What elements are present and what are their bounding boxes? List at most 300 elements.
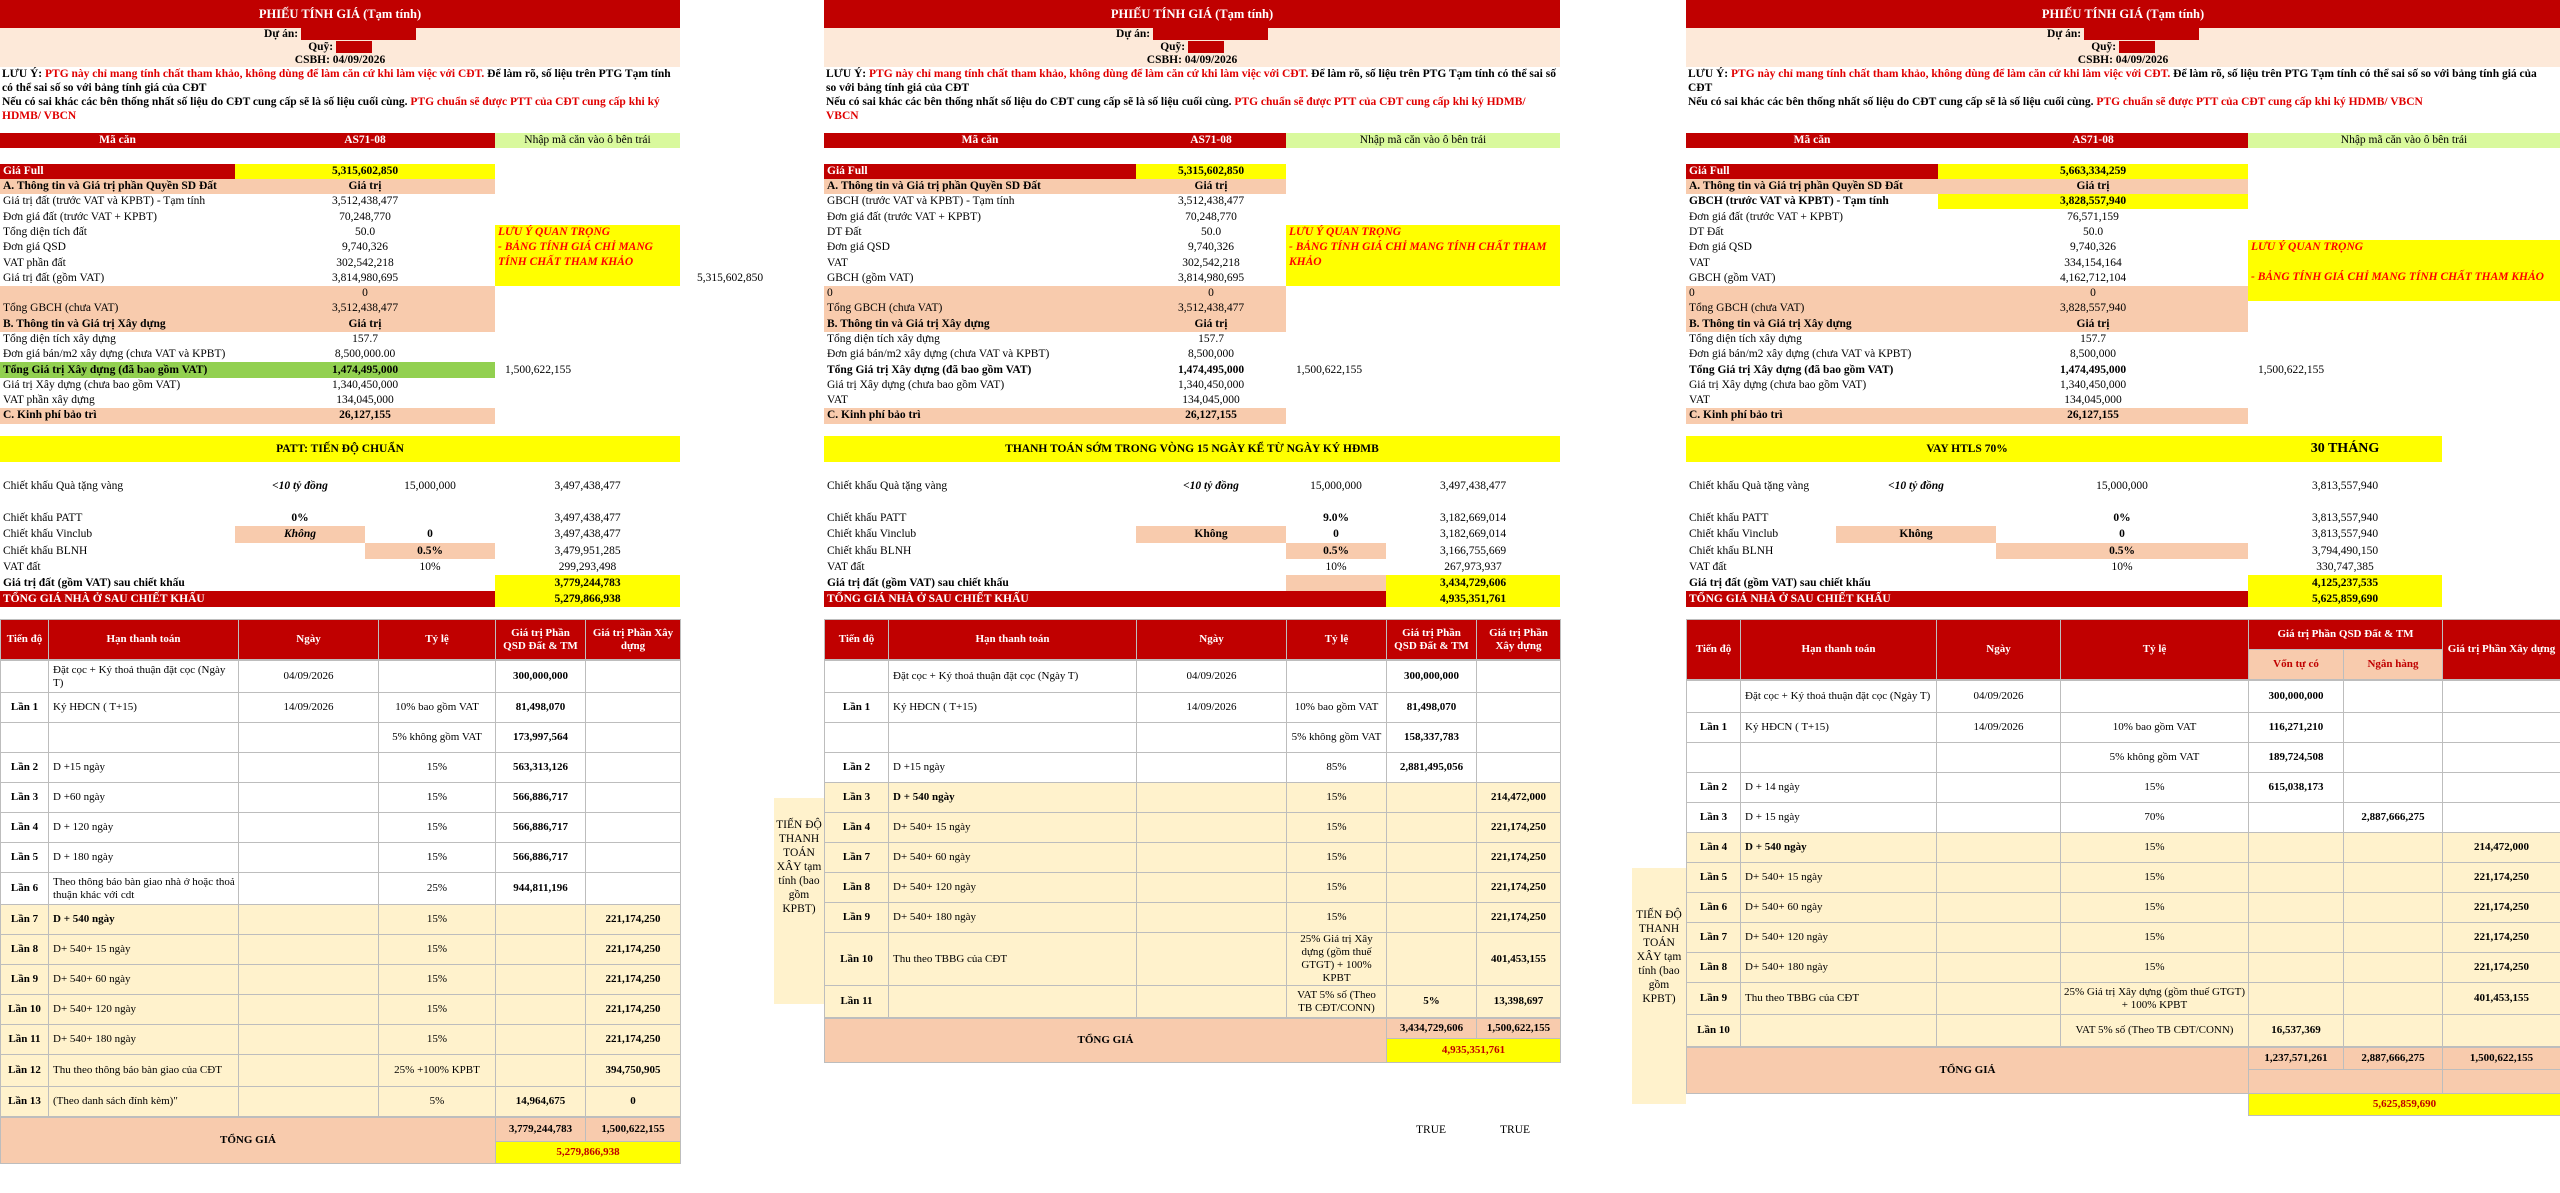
cell-land-value: 563,313,126 (496, 753, 586, 783)
vat-amount: 267,973,937 (1444, 560, 1502, 573)
vat-rate: 10% (1325, 560, 1347, 573)
cell-stage: Lần 1 (1687, 713, 1741, 743)
cell-deadline: D + 180 ngày (49, 843, 239, 873)
cell-deadline: Đặt cọc + Ký thoả thuận đặt cọc (Ngày T) (1741, 681, 1937, 713)
cell-stage: Lần 7 (1, 905, 49, 935)
cell-build-value: 401,453,155 (2443, 983, 2560, 1015)
row-value: 3,512,438,477 (1136, 301, 1286, 316)
discount-label: Chiết khấu Vinclub (3, 528, 93, 541)
cell-land-value (2249, 923, 2344, 953)
cell-date (1937, 863, 2061, 893)
header-land: Giá trị Phần QSD Đất & TM (1387, 620, 1477, 660)
cell-rate: 15% (379, 783, 496, 813)
cell-stage: Lần 10 (1, 995, 49, 1025)
schedule-row (825, 661, 1561, 693)
cell-rate: 5% không gồm VAT (1287, 723, 1387, 753)
cell-date (1937, 923, 2061, 953)
discount-label: Chiết khấu BLNH (1689, 544, 1774, 557)
vinclub-select[interactable]: Không (1136, 526, 1286, 542)
cell-build-value (2443, 803, 2560, 833)
schedule-row (1687, 893, 2560, 923)
cell-bank-value (2344, 893, 2443, 923)
schedule-row (825, 843, 1561, 873)
cell-build-value (586, 753, 681, 783)
cell-deadline: D + 540 ngày (889, 783, 1137, 813)
row-label: Đơn giá QSD (1689, 241, 1752, 254)
schedule-row (1687, 713, 2560, 743)
schedule-row (1, 1087, 681, 1117)
row-value: 3,512,438,477 (235, 301, 495, 316)
note2-black: Nếu có sai khác các bên thống nhất số liệu do CĐT cung cấp sẽ là số liệu cuối cùng. (1688, 96, 2094, 108)
row-label: DT Đất (827, 225, 862, 238)
cell-land-value: 81,498,070 (496, 693, 586, 723)
cell-build-value: 214,472,000 (1477, 783, 1561, 813)
cell-stage: Lần 4 (1, 813, 49, 843)
cell-land-value (1387, 873, 1477, 903)
luu-y-red: PTG này chỉ mang tính chất tham khảo, không dùng để làm căn cứ khi làm việc với CĐT. (45, 68, 485, 80)
section-a-title: A. Thông tin và Giá trị phần Quyền SD Đất (0, 179, 235, 194)
header-tien-do: Tiến độ (825, 620, 889, 660)
cell-stage: Lần 9 (1, 965, 49, 995)
cell-date (1137, 783, 1287, 813)
schedule-row (1687, 681, 2560, 713)
row-value: 157.7 (2080, 333, 2106, 345)
discount-label: Chiết khấu Vinclub (827, 528, 917, 541)
cell-deadline: D+ 540+ 120 ngày (1741, 923, 1937, 953)
cell-date (239, 995, 379, 1025)
sheet-1 (0, 0, 680, 1164)
cell-stage: Lần 6 (1687, 893, 1741, 923)
discount-amount: 0 (427, 528, 433, 541)
after-land-label: Giá trị đất (gồm VAT) sau chiết khấu (1689, 577, 1871, 590)
csbh: CSBH: 04/09/2026 (294, 54, 386, 66)
cell-bank-value (2344, 773, 2443, 803)
cell-stage: Lần 4 (825, 813, 889, 843)
cell-stage (1687, 743, 1741, 773)
cell-rate: 15% (379, 753, 496, 783)
schedule-total (1686, 1047, 2560, 1116)
row-value: 3,512,438,477 (1177, 195, 1245, 208)
cell-land-value: 944,811,196 (496, 873, 586, 905)
row-value: 3,828,557,940 (1938, 301, 2248, 316)
cell-stage: Lần 6 (1, 873, 49, 905)
side-b-total: 1,500,622,155 (505, 363, 572, 376)
section-b-header: Giá trị (235, 317, 495, 332)
cell-deadline: D+ 540+ 15 ngày (1741, 863, 1937, 893)
after-land-label: Giá trị đất (gồm VAT) sau chiết khấu (3, 577, 185, 590)
luu-y-label: LƯU Ý: (2, 68, 43, 80)
row-label: VAT phần đất (3, 256, 66, 269)
schedule-row (1687, 1015, 2560, 1047)
quy-value: HDMB (2119, 41, 2155, 53)
cell-date (1937, 833, 2061, 863)
cell-build-value (586, 723, 681, 753)
cell-rate: 15% (2061, 953, 2249, 983)
row-value: 1,474,495,000 (235, 362, 495, 377)
cell-build-value (1477, 723, 1561, 753)
cell-deadline (889, 723, 1137, 753)
row-value: 70,248,770 (339, 210, 391, 223)
schedule-row (1, 843, 681, 873)
vinclub-select[interactable]: Không (235, 526, 365, 542)
schedule-row (825, 813, 1561, 843)
section-a-header: Giá trị (1136, 179, 1286, 194)
luu-y-label: LƯU Ý: (1688, 68, 1729, 80)
row-label: Tổng Giá trị Xây dựng (đã bao gồm VAT) (1689, 363, 1894, 376)
true-flag-2: TRUE (1500, 1124, 1531, 1136)
cell-stage: Lần 7 (825, 843, 889, 873)
cell-build-value: 221,174,250 (2443, 893, 2560, 923)
cell-land-value (2249, 983, 2344, 1015)
cell-deadline: D+ 540+ 120 ngày (49, 995, 239, 1025)
discount-label: VAT đất (827, 560, 865, 573)
row-label: VAT phần xây dựng (3, 394, 95, 407)
cell-rate (1287, 661, 1387, 693)
cell-land-value (1387, 843, 1477, 873)
ma-can-label: Mã căn (824, 133, 1136, 148)
schedule-row (825, 903, 1561, 933)
row-value: 50.0 (2082, 225, 2104, 238)
discount-rate: 0% (291, 512, 309, 525)
cell-stage: Lần 4 (1687, 833, 1741, 863)
cell-rate: 85% (1287, 753, 1387, 783)
gia-full-label: Giá Full (0, 164, 235, 179)
cell-land-value (496, 995, 586, 1025)
cell-deadline: D+ 540+ 60 ngày (889, 843, 1137, 873)
cell-build-value: 0 (586, 1087, 681, 1117)
cell-stage: Lần 10 (1687, 1015, 1741, 1047)
cell-build-value (586, 813, 681, 843)
schedule-row (1, 723, 681, 753)
cell-deadline (49, 723, 239, 753)
cell-rate (2061, 681, 2249, 713)
cell-land-value: 173,997,564 (496, 723, 586, 753)
row-label: Đơn giá đất (trước VAT + KPBT) (3, 210, 157, 223)
discount-label: Chiết khấu BLNH (3, 544, 88, 557)
schedule-table (824, 619, 1561, 660)
row-label: Giá trị đất (gồm VAT) (3, 271, 105, 284)
cell-stage: Lần 1 (825, 693, 889, 723)
cell-deadline: Ký HĐCN ( T+15) (1741, 713, 1937, 743)
header-ty-le: Tỷ lệ (379, 620, 496, 660)
cell-land-value (2249, 833, 2344, 863)
discount-result: 3,479,951,285 (554, 544, 621, 557)
sum-build: 1,500,622,155 (2443, 1048, 2560, 1070)
cell-land-value (1387, 903, 1477, 933)
cell-date (239, 813, 379, 843)
discount-label: Chiết khấu Vinclub (1689, 528, 1779, 541)
note2-red: PTG chuẩn sẽ được PTT của CĐT cung cấp khi ký HDMB/ VBCN (2, 96, 660, 122)
discount-label: Chiết khấu Quà tặng vàng (1689, 479, 1810, 492)
schedule-table (1686, 619, 2560, 680)
cell-stage: Lần 1 (1, 693, 49, 723)
note2-black: Nếu có sai khác các bên thống nhất số liệu do CĐT cung cấp sẽ là số liệu cuối cùng. (2, 96, 408, 108)
schedule-row (1, 783, 681, 813)
discount-result: 3,813,557,940 (2311, 512, 2379, 525)
discount-amount: 15,000,000 (2096, 479, 2148, 492)
warning-title: LƯU Ý QUAN TRỌNG (1289, 225, 1402, 238)
cell-build-value (586, 843, 681, 873)
row-label: Đơn giá đất (trước VAT + KPBT) (827, 210, 981, 223)
cell-land-value (2249, 863, 2344, 893)
cell-date (1137, 813, 1287, 843)
cell-date (1937, 1015, 2061, 1047)
discount-label: Chiết khấu PATT (1689, 512, 1769, 525)
discount-result: 3,166,755,669 (1439, 544, 1507, 557)
cell-land-value (2249, 953, 2344, 983)
cell-land-value (496, 965, 586, 995)
row-value: 1,340,450,000 (2059, 378, 2127, 391)
cell-deadline: D+ 540+ 15 ngày (889, 813, 1137, 843)
cell-stage: Lần 2 (825, 753, 889, 783)
row-label: GBCH (trước VAT và KPBT) - Tạm tính (1689, 195, 1889, 208)
outside-total: 5,315,602,850 (697, 272, 764, 284)
row-label: Đơn giá QSD (3, 241, 66, 254)
cell-rate: 25% Giá trị Xây dựng (gồm thuế GTGT) + 100% KPBT (2061, 983, 2249, 1015)
cell-deadline: D+ 540+ 180 ngày (49, 1025, 239, 1055)
price-info-table (1686, 133, 2560, 424)
warning-title: LƯU Ý QUAN TRỌNG (498, 225, 611, 238)
cell-deadline: D+ 540+ 120 ngày (889, 873, 1137, 903)
cell-rate: 70% (2061, 803, 2249, 833)
warning-box (495, 225, 680, 286)
row-label (0, 286, 235, 301)
discount-tier: <10 tỷ đồng (272, 479, 328, 492)
cell-stage (1, 661, 49, 693)
schedule-body (0, 660, 681, 1117)
section-c-title: C. Kinh phí bảo trì (1686, 408, 1938, 423)
grand-total: 4,935,351,761 (1387, 1039, 1561, 1063)
total-label: TỔNG GIÁ NHÀ Ở SAU CHIẾT KHẤU (824, 591, 1386, 607)
cell-stage (1, 723, 49, 753)
project-info (0, 28, 680, 67)
cell-land-value (496, 1055, 586, 1087)
payment-plan-title: THANH TOÁN SỚM TRONG VÒNG 15 NGÀY KỂ TỪ NGÀY KÝ HĐMB (824, 436, 1560, 462)
cell-deadline: D + 15 ngày (1741, 803, 1937, 833)
cell-deadline: Thu theo thông báo bàn giao của CĐT (49, 1055, 239, 1087)
cell-build-value: 221,174,250 (1477, 813, 1561, 843)
cell-date: 14/09/2026 (1137, 693, 1287, 723)
discount-rate: 0% (2113, 512, 2131, 525)
warning-box (1286, 225, 1560, 286)
discount-amount: 0 (1333, 528, 1339, 541)
cell-land-value: 566,886,717 (496, 813, 586, 843)
cell-build-value (586, 661, 681, 693)
schedule-row (1, 753, 681, 783)
luu-y-red: PTG này chỉ mang tính chất tham khảo, không dùng để làm căn cứ khi làm việc với CĐT. (1731, 68, 2171, 80)
cell-rate: 10% bao gồm VAT (2061, 713, 2249, 743)
payment-plan-table (1686, 436, 2560, 608)
vinclub-select[interactable]: Không (1836, 526, 1996, 542)
schedule-row (1, 693, 681, 723)
cell-stage: Lần 12 (1, 1055, 49, 1087)
after-land-value: 4,125,237,535 (2248, 575, 2442, 591)
sheet-title: PHIẾU TÍNH GIÁ (Tạm tính) (0, 0, 680, 28)
row-value: 302,542,218 (1182, 256, 1240, 269)
cell-date (1937, 893, 2061, 923)
cell-deadline: D +15 ngày (49, 753, 239, 783)
cell-deadline: (Theo danh sách đính kèm)" (49, 1087, 239, 1117)
warning-body: - BẢNG TÍNH GIÁ CHỈ MANG TÍNH CHẤT THAM KHẢO (2251, 271, 2544, 284)
discount-result: 3,813,557,940 (2311, 479, 2379, 492)
sum-build: 1,500,622,155 (1477, 1019, 1561, 1039)
project-label: Dự án: (2047, 28, 2082, 40)
cell-land-value: 81,498,070 (1387, 693, 1477, 723)
ma-can-input[interactable]: AS71-08 (1136, 133, 1286, 148)
cell-land-value: 566,886,717 (496, 783, 586, 813)
cell-stage: Lần 8 (825, 873, 889, 903)
cell-build-value: 13,398,697 (1477, 986, 1561, 1018)
discount-result: 3,794,490,150 (2311, 544, 2379, 557)
discount-result: 3,497,438,477 (1439, 479, 1507, 492)
discount-rate: 0.5% (1286, 543, 1386, 559)
cell-deadline (1741, 743, 1937, 773)
cell-build-value: 394,750,905 (586, 1055, 681, 1087)
vat-amount: 330,747,385 (2316, 560, 2374, 573)
row-label: GBCH (gồm VAT) (1689, 271, 1776, 284)
cell-land-value: 300,000,000 (496, 661, 586, 693)
cell-build-value: 221,174,250 (1477, 843, 1561, 873)
cell-build-value (2443, 1015, 2560, 1047)
header-build: Giá trị Phần Xây dựng (586, 620, 681, 660)
cell-build-value: 221,174,250 (586, 965, 681, 995)
header-ngay: Ngày (1937, 620, 2061, 680)
cell-date: 04/09/2026 (239, 661, 379, 693)
schedule-row (1687, 983, 2560, 1015)
cell-deadline (889, 986, 1137, 1018)
schedule-row (825, 783, 1561, 813)
cell-rate: 15% (2061, 833, 2249, 863)
cell-deadline: Đặt cọc + Ký thoả thuận đặt cọc (Ngày T) (49, 661, 239, 693)
gia-full-value: 5,315,602,850 (1136, 164, 1286, 179)
after-land-value: 3,779,244,783 (495, 575, 680, 591)
luu-y-black: Để làm rõ, số liệu trên PTG Tạm tính có thể sai số so với bảng tính giá của CĐT (826, 68, 1556, 94)
cell-deadline: D+ 540+ 180 ngày (1741, 953, 1937, 983)
cell-deadline (1741, 1015, 1937, 1047)
ma-can-input[interactable]: AS71-08 (235, 133, 495, 148)
kinh-phi-value: 26,127,155 (1136, 408, 1286, 423)
header-ty-le: Tỷ lệ (1287, 620, 1387, 660)
cell-build-value (1477, 693, 1561, 723)
disclaimer (0, 67, 680, 127)
schedule-row (825, 693, 1561, 723)
cell-rate: 15% (1287, 783, 1387, 813)
section-b-title: B. Thông tin và Giá trị Xây dựng (0, 317, 235, 332)
schedule-table (0, 619, 681, 660)
row-value: 8,500,000 (1188, 348, 1234, 361)
nhap-ma-hint: Nhập mã căn vào ô bên trái (495, 133, 680, 148)
schedule-row (1, 965, 681, 995)
section-b-header: Giá trị (1938, 317, 2248, 332)
discount-rate: 9.0% (1323, 512, 1349, 525)
payment-plan-table (824, 436, 1560, 608)
schedule-row (1687, 863, 2560, 893)
discount-amount: 15,000,000 (1310, 479, 1362, 492)
price-info-table (0, 133, 680, 424)
row-label: VAT (1689, 256, 1710, 269)
cell-rate: 15% (2061, 893, 2249, 923)
cell-land-value: 16,537,369 (2249, 1015, 2344, 1047)
cell-date (1137, 843, 1287, 873)
discount-label: Chiết khấu Quà tặng vàng (827, 479, 948, 492)
cell-stage: Lần 3 (1687, 803, 1741, 833)
cell-date (239, 843, 379, 873)
section-a-header: Giá trị (1938, 179, 2248, 194)
schedule-row (1, 873, 681, 905)
row-value: 9,740,326 (1188, 241, 1234, 254)
section-c-title: C. Kinh phí bảo trì (824, 408, 1136, 423)
cell-date (239, 935, 379, 965)
cell-rate: 15% (1287, 873, 1387, 903)
csbh: CSBH: 04/09/2026 (1146, 54, 1238, 66)
discount-label: Chiết khấu Quà tặng vàng (3, 479, 124, 492)
cell-date (239, 1055, 379, 1087)
cell-rate: 10% bao gồm VAT (1287, 693, 1387, 723)
cell-stage: Lần 8 (1, 935, 49, 965)
disclaimer (824, 67, 1560, 127)
row-value: 0 (235, 286, 495, 301)
discount-label: VAT đất (3, 560, 41, 573)
cell-stage: Lần 8 (1687, 953, 1741, 983)
cell-build-value (1477, 753, 1561, 783)
cell-stage: Lần 5 (1687, 863, 1741, 893)
ma-can-input[interactable]: AS71-08 (1938, 133, 2248, 148)
true-flag-1: TRUE (1416, 1124, 1447, 1136)
section-a-title: A. Thông tin và Giá trị phần Quyền SD Đất (1686, 179, 1938, 194)
row-value: 1,474,495,000 (2059, 363, 2127, 376)
warning-body: - BẢNG TÍNH GIÁ CHỈ MANG TÍNH CHẤT THAM KHẢO (1289, 240, 1547, 268)
gia-full-label: Giá Full (1686, 164, 1938, 179)
luu-y-label: LƯU Ý: (826, 68, 867, 80)
total-value: 5,279,866,938 (495, 591, 680, 607)
header-land: Giá trị Phần QSD Đất & TM (2249, 620, 2443, 650)
schedule-row (825, 723, 1561, 753)
schedule-row (1687, 953, 2560, 983)
quy-label: Quỹ: (1160, 41, 1186, 53)
row-label: GBCH (gồm VAT) (827, 271, 914, 284)
cell-date (1137, 986, 1287, 1018)
cell-stage (825, 723, 889, 753)
cell-date (1137, 873, 1287, 903)
cell-bank-value (2344, 681, 2443, 713)
row-label: 0 (824, 286, 1136, 301)
warning-box (2248, 240, 2560, 301)
schedule-row (825, 986, 1561, 1018)
discount-amount: 0 (2119, 528, 2125, 541)
header-ty-le: Tỷ lệ (2061, 620, 2249, 680)
side-label-3: TIẾN ĐỘ THANH TOÁN XÂY tạm tính (bao gồm KPBT) (1632, 868, 1686, 1104)
quy-value: HDMB (1188, 41, 1224, 53)
row-label: Đơn giá bán/m2 xây dựng (chưa VAT và KPBT) (3, 348, 226, 361)
cell-deadline: D+ 540+ 15 ngày (49, 935, 239, 965)
cell-land-value: 14,964,675 (496, 1087, 586, 1117)
cell-date (239, 965, 379, 995)
cell-rate: 25% (379, 873, 496, 905)
schedule-total (0, 1117, 681, 1164)
sum-build: 1,500,622,155 (586, 1118, 681, 1142)
row-label: Đơn giá bán/m2 xây dựng (chưa VAT và KPBT) (827, 348, 1050, 361)
quy-label: Quỹ: (2091, 41, 2117, 53)
project-name: Vinhomes SaiGon Park (300, 28, 416, 40)
cell-build-value (2443, 681, 2560, 713)
row-label: Đơn giá đất (trước VAT + KPBT) (1689, 210, 1843, 223)
cell-rate: 15% (379, 843, 496, 873)
header-build: Giá trị Phần Xây dựng (1477, 620, 1561, 660)
cell-deadline: D+ 540+ 180 ngày (889, 903, 1137, 933)
row-label: Giá trị Xây dựng (chưa bao gồm VAT) (1689, 378, 1867, 391)
cell-date (1137, 903, 1287, 933)
header-tien-do: Tiến độ (1, 620, 49, 660)
